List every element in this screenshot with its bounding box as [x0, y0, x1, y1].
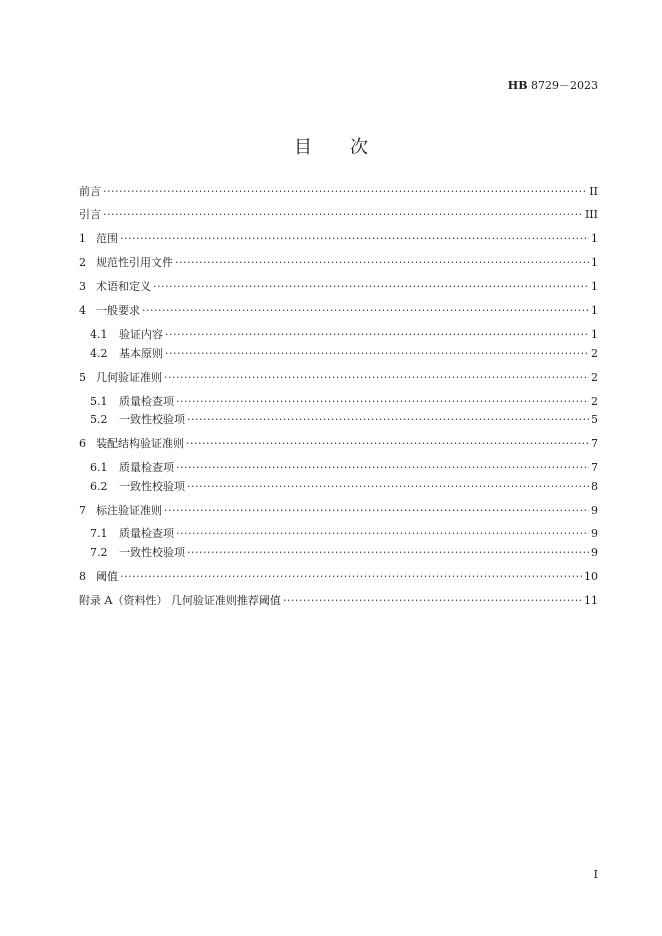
toc-entry-label: 质量检查项: [119, 395, 174, 408]
toc-entry-number: 5: [79, 371, 86, 384]
toc-dot-leader: [176, 527, 589, 540]
page-title-part1: 目: [294, 137, 312, 158]
toc-entry[interactable]: [79, 278, 598, 294]
toc-entry[interactable]: [79, 568, 598, 584]
toc-entry-label: 质量检查项: [119, 461, 174, 474]
toc-entry-label: 验证内容: [119, 328, 163, 341]
toc-entry[interactable]: [79, 302, 598, 318]
toc-entry-label: 附录 A（资料性） 几何验证准则推荐阈值: [79, 594, 281, 607]
toc-entry-label: 一致性校验项: [119, 546, 185, 559]
toc-entry[interactable]: [79, 254, 598, 270]
toc-entry[interactable]: [79, 206, 598, 222]
toc-dot-leader: [187, 480, 589, 493]
toc-entry-number: 5.2: [90, 413, 108, 426]
toc-entry-label: 前言: [79, 185, 101, 198]
toc-entry-page: 1: [591, 328, 598, 341]
toc-entry-page: 1: [591, 280, 598, 293]
toc-entry-label: 规范性引用文件: [96, 256, 173, 269]
toc-entry-label: 标注验证准则: [96, 504, 162, 517]
toc-entry[interactable]: [90, 459, 598, 475]
toc-dot-leader: [186, 437, 589, 450]
toc-entry-page: II: [589, 185, 598, 198]
footer-page-number: I: [593, 868, 598, 881]
toc-entry-label: 范围: [96, 232, 118, 245]
toc-entry-label: 术语和定义: [96, 280, 151, 293]
toc-entry-page: 2: [591, 347, 598, 360]
toc-dot-leader: [103, 185, 587, 198]
toc-entry-page: 1: [591, 232, 598, 245]
toc-entry-page: 11: [584, 594, 598, 607]
toc-entry-label: 阈值: [96, 570, 118, 583]
toc-dot-leader: [120, 232, 589, 245]
toc-entry[interactable]: [90, 478, 598, 494]
toc-entry-number: 4.2: [90, 347, 108, 360]
toc-entry-number: 6.2: [90, 480, 108, 493]
toc-dot-leader: [164, 371, 589, 384]
page-title: [0, 133, 662, 159]
toc-entry-number: 8: [79, 570, 86, 583]
toc-entry[interactable]: [79, 592, 598, 608]
toc-dot-leader: [120, 570, 582, 583]
toc-entry-page: 9: [591, 504, 598, 517]
toc-entry-label: 一致性校验项: [119, 480, 185, 493]
toc-dot-leader: [187, 546, 589, 559]
toc-entry-page: 5: [591, 413, 598, 426]
document-code: [508, 77, 598, 93]
toc-entry-label: 基本原则: [119, 347, 163, 360]
toc-entry-number: 7.2: [90, 546, 108, 559]
toc-entry-label: 装配结构验证准则: [96, 437, 184, 450]
toc-entry-label: 几何验证准则: [96, 371, 162, 384]
toc-entry-number: 2: [79, 256, 86, 269]
toc-entry[interactable]: [90, 411, 598, 427]
toc-entry[interactable]: [90, 393, 598, 409]
toc-entry[interactable]: [79, 502, 598, 518]
toc-entry-number: 6: [79, 437, 86, 450]
toc-entry-page: 7: [591, 437, 598, 450]
toc-entry-page: 2: [591, 371, 598, 384]
page-title-part2: 次: [350, 137, 368, 158]
toc-dot-leader: [164, 504, 589, 517]
toc-entry[interactable]: [79, 369, 598, 385]
toc-entry[interactable]: [79, 435, 598, 451]
toc-entry[interactable]: [90, 525, 598, 541]
toc-entry-page: III: [584, 208, 598, 221]
toc-dot-leader: [175, 256, 589, 269]
toc-entry-number: 6.1: [90, 461, 108, 474]
toc-dot-leader: [142, 304, 589, 317]
toc-entry-label: 质量检查项: [119, 527, 174, 540]
toc-entry-number: 7: [79, 504, 86, 517]
toc-entry-number: 3: [79, 280, 86, 293]
toc-dot-leader: [165, 347, 589, 360]
toc-entry-number: 7.1: [90, 527, 108, 540]
toc-dot-leader: [165, 328, 589, 341]
document-code-number: 8729－2023: [527, 79, 598, 92]
toc-entry-number: 4: [79, 304, 86, 317]
toc-entry-page: 8: [591, 480, 598, 493]
toc-entry-page: 1: [591, 256, 598, 269]
toc-entry-page: 9: [591, 527, 598, 540]
document-code-prefix: HB: [507, 79, 528, 92]
toc-entry[interactable]: [90, 544, 598, 560]
toc-entry-number: 1: [79, 232, 86, 245]
toc-entry-label: 一般要求: [96, 304, 140, 317]
toc-entry-page: 2: [591, 395, 598, 408]
toc-entry-page: 1: [591, 304, 598, 317]
toc-dot-leader: [283, 594, 582, 607]
toc-entry-label: 引言: [79, 208, 101, 221]
toc-entry[interactable]: [79, 230, 598, 246]
toc-entry[interactable]: [90, 345, 598, 361]
toc-dot-leader: [176, 395, 589, 408]
toc-entry-number: 5.1: [90, 395, 108, 408]
toc-entry[interactable]: [90, 326, 598, 342]
toc-entry-page: 9: [591, 546, 598, 559]
toc-entry-label: 一致性校验项: [119, 413, 185, 426]
toc-entry[interactable]: [79, 183, 598, 199]
toc-dot-leader: [103, 208, 583, 221]
toc-dot-leader: [176, 461, 589, 474]
toc-entry-number: 4.1: [90, 328, 108, 341]
toc-entry-page: 10: [584, 570, 598, 583]
toc-dot-leader: [187, 413, 589, 426]
toc-entry-page: 7: [591, 461, 598, 474]
toc-dot-leader: [153, 280, 589, 293]
